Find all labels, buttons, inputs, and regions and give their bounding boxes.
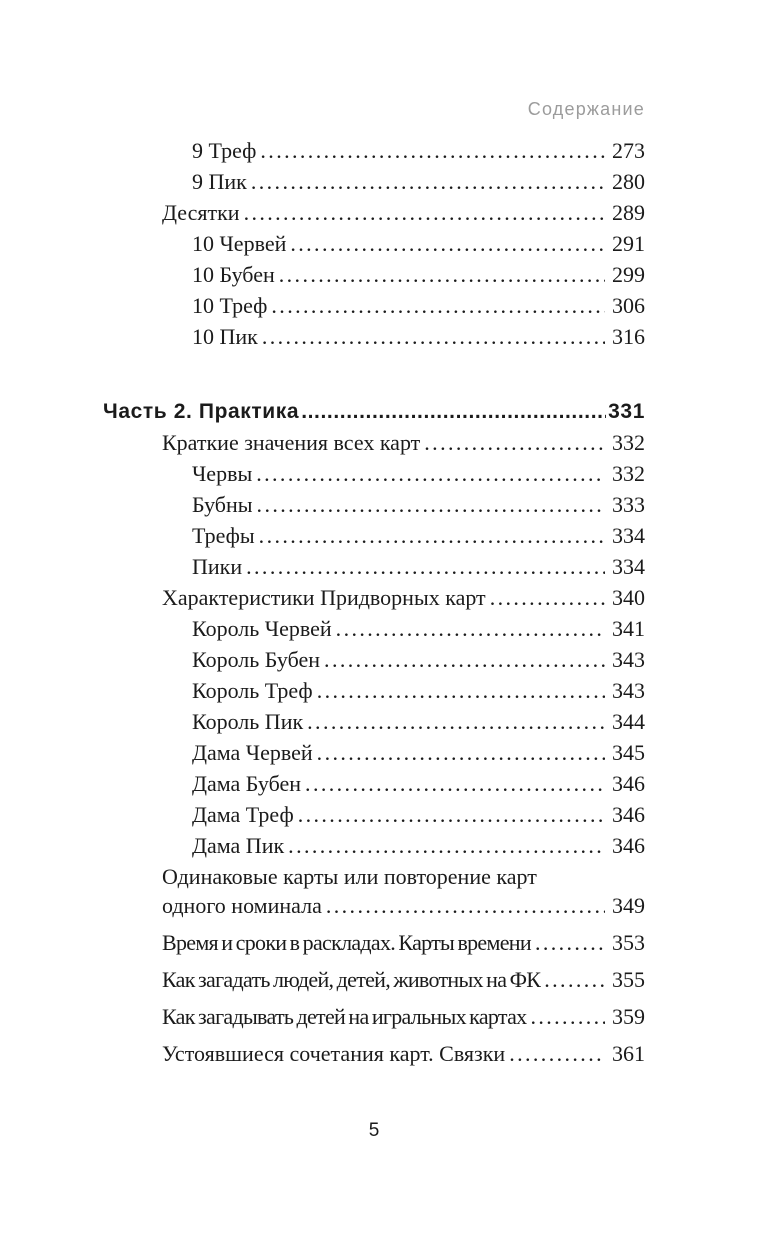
toc-leader-dots <box>317 675 605 706</box>
toc-entry-page: 316 <box>612 324 645 349</box>
toc-entry-page: 332 <box>612 461 645 486</box>
toc-entry-title: Как загадывать детей на игральных картах <box>162 1004 527 1029</box>
toc-entry-page: 343 <box>612 678 645 703</box>
toc-entry <box>103 396 645 427</box>
toc-entry <box>103 964 645 995</box>
toc-entry <box>103 582 645 613</box>
toc-entry-title: 9 Треф <box>192 138 257 163</box>
toc-leader-dots <box>317 737 605 768</box>
toc-leader-dots <box>262 321 605 352</box>
toc-entry <box>103 520 645 551</box>
toc-leader-dots <box>424 427 605 458</box>
toc-entry <box>103 613 645 644</box>
toc-entry-page: 353 <box>612 930 645 955</box>
toc-entry <box>103 321 645 352</box>
toc-entry-title: Десятки <box>162 200 240 225</box>
toc-leader-dots <box>298 799 605 830</box>
toc-entry <box>103 228 645 259</box>
toc-leader-dots <box>530 1001 605 1032</box>
toc-leader-dots <box>305 768 605 799</box>
toc-entry-page: 346 <box>612 771 645 796</box>
toc-entry-title: Краткие значения всех карт <box>162 430 421 455</box>
toc-leader-dots <box>251 166 605 197</box>
toc-entry-title: 9 Пик <box>192 169 247 194</box>
toc-entry-page: 344 <box>612 709 645 734</box>
toc-entry-page: 280 <box>612 169 645 194</box>
toc-entry-page: 331 <box>608 400 645 423</box>
toc-entry-title: Дама Треф <box>192 802 294 827</box>
toc-entry-title: Король Бубен <box>192 647 321 672</box>
toc-entry-title: Король Червей <box>192 616 332 641</box>
toc-entry <box>103 135 645 166</box>
toc-entry <box>103 427 645 458</box>
toc-entry <box>103 737 645 768</box>
toc-entry-title: 10 Пик <box>192 324 258 349</box>
toc-entry-page: 273 <box>612 138 645 163</box>
toc-entry-title: Устоявшиеся сочетания карт. Связки <box>162 1041 506 1066</box>
page-number: 5 <box>368 1120 380 1141</box>
table-of-contents <box>103 135 645 1069</box>
toc-entry <box>103 799 645 830</box>
toc-leader-dots <box>244 197 605 228</box>
toc-entry <box>103 290 645 321</box>
toc-entry-title: Король Пик <box>192 709 304 734</box>
toc-leader-dots <box>326 890 605 921</box>
toc-entry-title: Одинаковые карты или повторение карт <box>162 864 537 889</box>
toc-leader-dots <box>246 551 605 582</box>
toc-entry-page: 332 <box>612 430 645 455</box>
toc-entry-page: 334 <box>612 523 645 548</box>
toc-entry-title: Дама Бубен <box>192 771 302 796</box>
toc-entry <box>103 927 645 958</box>
toc-leader-dots <box>257 489 605 520</box>
toc-entry <box>103 1001 645 1032</box>
toc-leader-dots <box>509 1038 605 1069</box>
toc-entry-page: 349 <box>612 893 645 918</box>
toc-entry-title: Король Треф <box>192 678 313 703</box>
toc-entry-page: 289 <box>612 200 645 225</box>
toc-entry <box>103 644 645 675</box>
toc-entry-title: 10 Червей <box>192 231 287 256</box>
toc-entry <box>103 458 645 489</box>
toc-entry <box>103 197 645 228</box>
toc-entry-title: Трефы <box>192 523 255 548</box>
toc-entry-page: 359 <box>612 1004 645 1029</box>
toc-leader-dots <box>271 290 605 321</box>
toc-entry <box>103 861 645 892</box>
toc-entry-page: 343 <box>612 647 645 672</box>
toc-entry <box>103 890 645 921</box>
toc-entry-title: Бубны <box>192 492 253 517</box>
toc-leader-dots <box>256 458 605 489</box>
toc-entry-title: Пики <box>192 554 243 579</box>
toc-entry-title: Дама Пик <box>192 833 285 858</box>
toc-entry <box>103 768 645 799</box>
toc-entry-page: 346 <box>612 833 645 858</box>
toc-leader-dots <box>259 520 605 551</box>
toc-entry-page: 334 <box>612 554 645 579</box>
toc-entry <box>103 166 645 197</box>
toc-leader-dots <box>279 259 605 290</box>
toc-entry-page: 299 <box>612 262 645 287</box>
toc-leader-dots <box>544 964 605 995</box>
toc-entry <box>103 551 645 582</box>
toc-leader-dots <box>336 613 605 644</box>
toc-entry <box>103 830 645 861</box>
toc-entry-title: Дама Червей <box>192 740 313 765</box>
toc-entry-page: 355 <box>612 967 645 992</box>
running-header: Содержание <box>527 99 645 119</box>
toc-entry-title: Время и сроки в раскладах. Карты времени <box>162 930 531 955</box>
toc-entry-title: Характеристики Придворных карт <box>162 585 486 610</box>
toc-leader-dots <box>307 706 605 737</box>
toc-entry-title: Часть 2. Практика <box>103 400 300 423</box>
toc-entry <box>103 259 645 290</box>
toc-entry-title: 10 Бубен <box>192 262 275 287</box>
toc-leader-dots <box>260 135 605 166</box>
toc-entry-title: Червы <box>192 461 253 486</box>
toc-leader-dots <box>535 927 605 958</box>
toc-entry-title: Как загадать людей, детей, животных на ФК <box>162 967 541 992</box>
toc-entry <box>103 706 645 737</box>
toc-entry <box>103 1038 645 1069</box>
toc-entry <box>103 675 645 706</box>
toc-leader-dots <box>490 582 605 613</box>
toc-leader-dots <box>290 228 605 259</box>
toc-leader-dots <box>324 644 605 675</box>
toc-leader-dots <box>288 830 605 861</box>
toc-entry-page: 291 <box>612 231 645 256</box>
toc-leader-dots <box>301 396 606 427</box>
toc-entry <box>103 489 645 520</box>
toc-entry-page: 333 <box>612 492 645 517</box>
toc-entry-title: одного номинала <box>162 893 322 918</box>
toc-entry-page: 341 <box>612 616 645 641</box>
toc-entry-page: 345 <box>612 740 645 765</box>
toc-entry-page: 346 <box>612 802 645 827</box>
toc-entry-title: 10 Треф <box>192 293 268 318</box>
toc-entry-page: 306 <box>612 293 645 318</box>
toc-entry-page: 361 <box>612 1041 645 1066</box>
toc-entry-page: 340 <box>612 585 645 610</box>
